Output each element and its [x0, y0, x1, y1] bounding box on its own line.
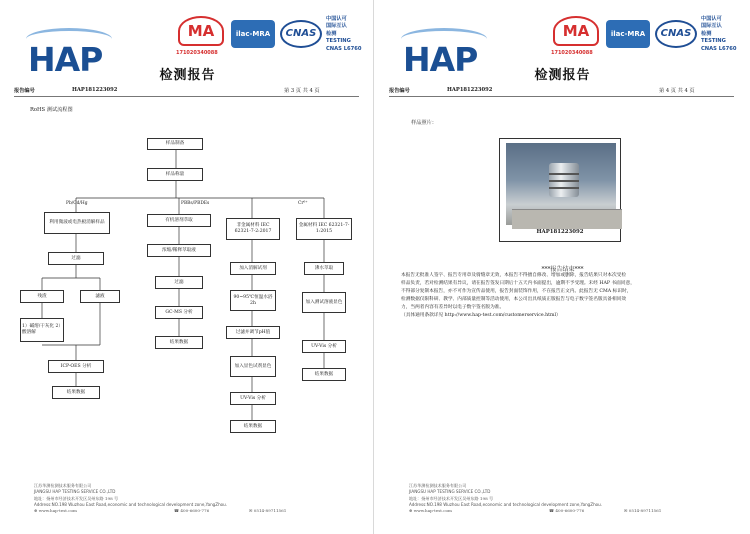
report-page-3 — [4, 0, 371, 534]
report-statement — [401, 272, 729, 319]
fc-uvvis1: UV-Vis 分析 — [230, 392, 276, 405]
fc-dissolve: 1）碱熔/干灰化 2）酸溶解 — [20, 318, 64, 342]
statement-line: 样品负责，若对检测结果有异议，请在报告签发日期后十五天内书面提出，逾期不予受理。未经 HAP 书面同意， — [401, 280, 635, 286]
hap-logo-text: HAP — [403, 40, 478, 79]
fc-sample-prep: 样品制备 — [147, 138, 203, 150]
fc-filter-ph: 过滤并调节pH值 — [226, 326, 280, 339]
fc-filtrate: 滤液 — [80, 290, 120, 303]
sample-photo — [506, 143, 616, 225]
ilac-mra-logo: ilac-MRA — [231, 20, 275, 48]
fc-result1: 结果数据 — [52, 386, 100, 399]
ruler-image — [512, 209, 622, 229]
footer-company-en: JIANGSU HAP TESTING SERVICE CO.,LTD — [409, 489, 491, 495]
photo-caption: HAP181223092 — [536, 229, 584, 235]
fc-add-color: 加入显色试剂显色 — [230, 356, 276, 377]
fc-branch-pb: Pb/Cd/Hg — [66, 201, 88, 206]
report-page-4 — [379, 0, 746, 534]
footer — [34, 483, 334, 509]
fc-result3: 结果数据 — [230, 420, 276, 433]
fc-concentrate: 浓缩/稀释萃取液 — [147, 244, 211, 257]
fc-nonmetal: 非金属材料 IEC 62321-7-2:2017 — [226, 218, 280, 240]
footer-fax: ✉ 0514-89711561 — [249, 508, 287, 513]
coupling-part-image — [549, 163, 579, 197]
section-title: RoHS 测试流程图 — [30, 107, 73, 113]
fc-metal: 金属材料 IEC 62321-7-1:2015 — [296, 218, 352, 240]
footer-company-en: JIANGSU HAP TESTING SERVICE CO.,LTD — [34, 489, 116, 495]
statement-line: 不得部分复制本报告，亦不可作为宣传品使用，报告封面装饰作用，不在报告正文内。此报告无 CMA 标识时， — [401, 288, 632, 294]
fc-organic-extract: 有机溶剂萃取 — [147, 214, 211, 227]
footer-address-cn: 地址：扬州市经济技术开发区吴州东路 198 号 — [409, 495, 494, 501]
statement-terms-link[interactable]: （具体通用条款详见 http://www.hap-test.com/customerservice.html） — [401, 312, 561, 318]
page-indicator: 第 4 页 共 4 页 — [659, 88, 695, 94]
cma-logo: MA — [553, 16, 599, 46]
footer-fax: ✉ 0514-89711561 — [624, 508, 662, 513]
report-no-label: 报告编号 — [389, 88, 410, 94]
statement-line: 检测数据仅限科研、教学、内部质量控制等活动使用，本公司出具纸质正版报告与电子数字签名版具备相同效 — [401, 296, 627, 302]
report-no: HAP181223092 — [72, 87, 118, 93]
cnas-logo: CNAS — [280, 20, 322, 48]
fc-filter1: 过滤 — [48, 252, 104, 265]
fc-gcms: GC-MS 分析 — [155, 306, 203, 319]
cma-logo: MA — [178, 16, 224, 46]
fc-uvvis2: UV-Vis 分析 — [302, 340, 346, 353]
report-end-title: ***报告结束*** — [541, 266, 584, 273]
cma-code: 171020340088 — [551, 50, 593, 56]
fc-residue: 残渣 — [20, 290, 64, 303]
page-indicator: 第 3 页 共 4 页 — [284, 88, 320, 94]
page-divider — [373, 0, 374, 534]
statement-line: 本报告无批准人签字、报告专用章及骑缝章无效，本报告不得擅自修改、增加或删除，报告结果只对本次受检 — [401, 273, 627, 278]
footer-address-en: Address:NO.198 Wuzhou East Road,economic and technological development zone,YangZhou. — [34, 502, 228, 508]
report-title: 检测报告 — [534, 68, 591, 83]
hap-logo-text: HAP — [28, 40, 103, 79]
fc-add-reagent: 加入消解试剂 — [230, 262, 276, 275]
cnas-logo: CNAS — [655, 20, 697, 48]
photo-label: 样品照片： — [411, 120, 437, 126]
footer-company-cn: 江苏华测检测技术服务有限公司 — [409, 483, 467, 488]
report-no: HAP181223092 — [447, 87, 493, 93]
fc-result2: 结果数据 — [155, 336, 203, 349]
statement-line: 力，当两者内容有差异时以电子数字签名版为准。 — [401, 304, 505, 310]
footer — [409, 483, 709, 509]
header-rule — [389, 96, 734, 97]
fc-boil: 沸水萃取 — [304, 262, 344, 275]
footer-web[interactable]: ⊕ www.hap-test.com — [409, 508, 452, 513]
flowchart-connector-extra — [4, 0, 371, 534]
report-title: 检测报告 — [159, 68, 216, 83]
cnas-accreditation-text: 中国认可 国际互认 检测 TESTING CNAS L6760 — [326, 16, 362, 52]
footer-web[interactable]: ⊕ www.hap-test.com — [34, 508, 77, 513]
fc-result4: 结果数据 — [302, 368, 346, 381]
footer-phone: ☎ 400-6600-776 — [549, 508, 585, 513]
ilac-mra-logo: ilac-MRA — [606, 20, 650, 48]
fc-filter2: 过滤 — [155, 276, 203, 289]
cma-code: 171020340088 — [176, 50, 218, 56]
certification-logos — [551, 12, 741, 72]
footer-address-cn: 地址：扬州市经济技术开发区吴州东路 198 号 — [34, 495, 119, 501]
footer-phone: ☎ 400-6600-776 — [174, 508, 210, 513]
fc-add-color2: 加入测试溶液显色 — [302, 292, 346, 313]
fc-microwave: 利用微波或电热板消解样品 — [44, 212, 110, 234]
cnas-accreditation-text: 中国认可 国际互认 检测 TESTING CNAS L6760 — [701, 16, 737, 52]
footer-address-en: Address:NO.198 Wuzhou East Road,economic and technological development zone,YangZhou. — [409, 502, 603, 508]
fc-branch-cr: Cr⁶⁺ — [298, 201, 308, 206]
footer-company-cn: 江苏华测检测技术服务有限公司 — [34, 483, 92, 488]
fc-heat: 90~95℃恒温水浴 2h — [230, 290, 276, 311]
fc-branch-pbb: PBBs/PBDEs — [181, 201, 210, 206]
fc-sample-weigh: 样品称量 — [147, 168, 203, 181]
sample-photo-frame — [499, 138, 621, 242]
fc-icp: ICP-OES 分析 — [48, 360, 104, 373]
report-no-label: 报告编号 — [14, 88, 35, 94]
